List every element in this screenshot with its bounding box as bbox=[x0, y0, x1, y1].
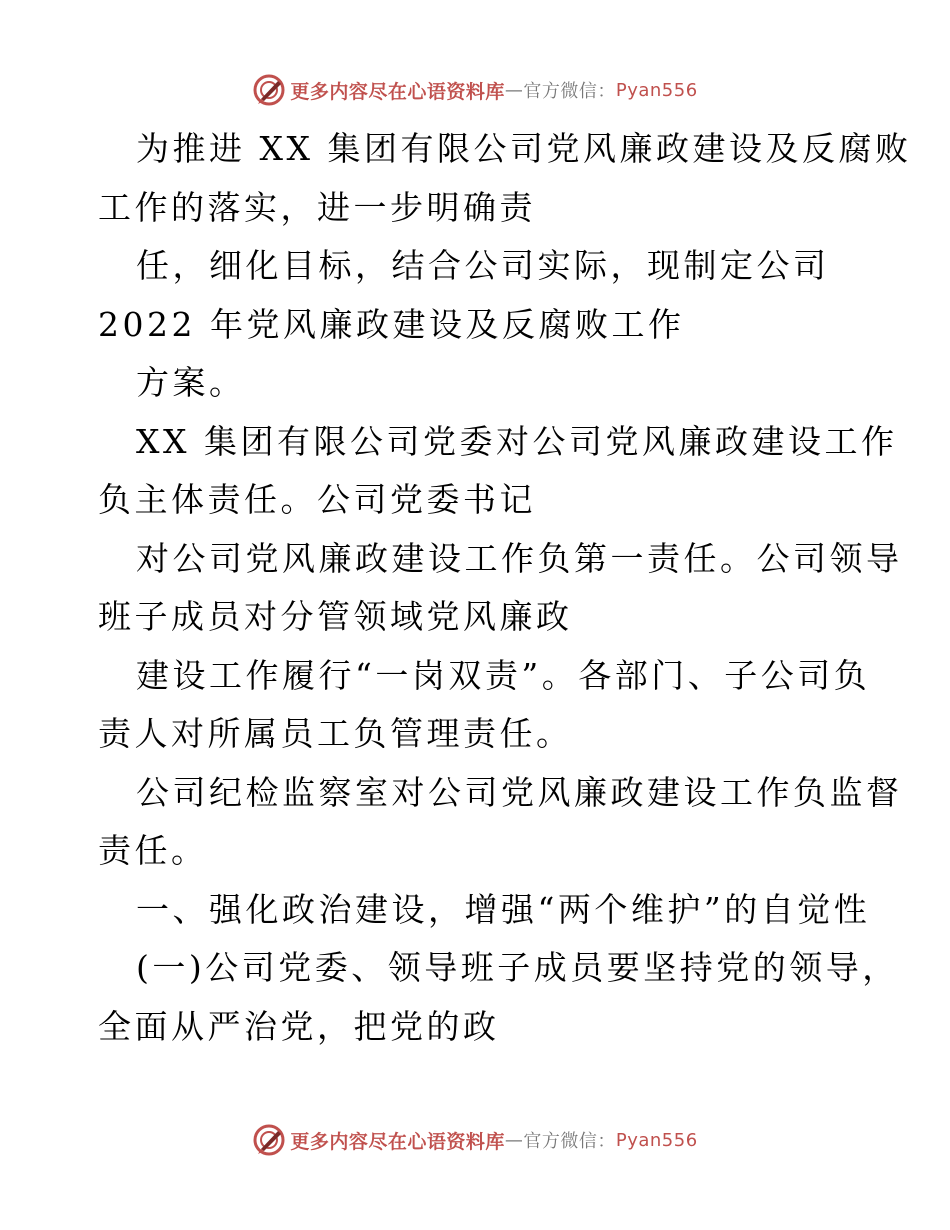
brush-logo-icon bbox=[252, 73, 286, 107]
brush-logo-icon bbox=[252, 1123, 286, 1157]
watermark-banner-bottom bbox=[0, 1120, 950, 1160]
body-text-line: 工作的落实，进一步明确责 bbox=[98, 187, 536, 227]
body-text-line: (一)公司党委、领导班子成员要坚持党的领导， bbox=[136, 948, 899, 987]
watermark-banner-top bbox=[0, 70, 950, 110]
body-text-line: 对公司党风廉政建设工作负第一责任。公司领导 bbox=[136, 538, 903, 578]
watermark-wechat-id: Pyan556 bbox=[615, 79, 698, 101]
body-text-line: 任，细化目标，结合公司实际，现制定公司 bbox=[136, 246, 830, 285]
body-text-line: 班子成员对分管领域党风廉政 bbox=[98, 597, 573, 636]
watermark-official-label: 官方微信： bbox=[523, 81, 616, 102]
body-text-line: 全面从严治党，把党的政 bbox=[98, 1006, 500, 1046]
watermark-dash: — bbox=[504, 1129, 524, 1151]
body-text-line: 责人对所属员工负管理责任。 bbox=[98, 714, 573, 753]
document-body bbox=[98, 120, 912, 1056]
watermark-dash: — bbox=[504, 79, 524, 101]
body-text-line: 建设工作履行“一岗双责”。各部门、子公司负 bbox=[136, 655, 871, 695]
body-text-line: 为推进 XX 集团有限公司党风廉政建设及反腐败 bbox=[136, 129, 912, 168]
body-text-line: 公司纪检监察室对公司党风廉政建设工作负监督 bbox=[136, 772, 903, 812]
body-text-line: XX 集团有限公司党委对公司党风廉政建设工作 bbox=[136, 421, 898, 461]
body-text-line: 一、强化政治建设，增强“两个维护”的自觉性 bbox=[136, 889, 871, 929]
body-text-line: 方案。 bbox=[136, 363, 246, 402]
watermark-brand-text: 更多内容尽在心语资料库 bbox=[290, 1130, 505, 1153]
body-text-line: 负主体责任。公司党委书记 bbox=[98, 480, 536, 519]
body-text-line: 2022 年党风廉政建设及反腐败工作 bbox=[98, 304, 685, 344]
watermark-official-label: 官方微信： bbox=[523, 1131, 616, 1152]
body-text-line: 责任。 bbox=[98, 831, 208, 870]
watermark-wechat-id: Pyan556 bbox=[615, 1129, 698, 1151]
watermark-brand-text: 更多内容尽在心语资料库 bbox=[290, 80, 505, 103]
